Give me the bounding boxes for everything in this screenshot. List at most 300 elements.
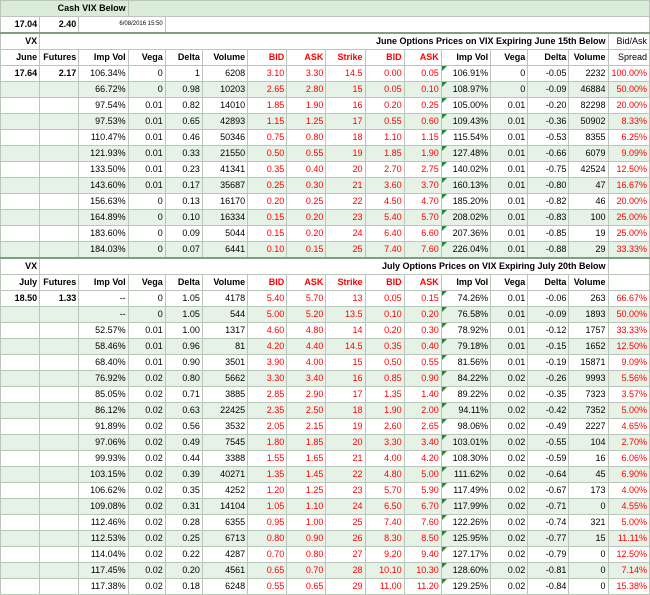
june-option-row[interactable] xyxy=(1,242,650,259)
june-cell[interactable]: 0 xyxy=(128,82,165,98)
july-cell[interactable]: 127.17% xyxy=(441,547,490,563)
july-cell[interactable]: 544 xyxy=(202,307,247,323)
june-cell[interactable]: 0.75 xyxy=(248,130,287,146)
july-cell[interactable]: 28 xyxy=(326,563,365,579)
july-cell[interactable]: 9.20 xyxy=(365,547,404,563)
july-cell[interactable]: 3.90 xyxy=(248,355,287,371)
june-option-row[interactable] xyxy=(1,162,650,178)
july-cell[interactable]: 1.10 xyxy=(287,499,326,515)
june-cell[interactable]: 0.01 xyxy=(491,194,528,210)
july-cell[interactable]: 1652 xyxy=(569,339,608,355)
july-cell[interactable]: -0.79 xyxy=(528,547,569,563)
july-cell[interactable]: 0.02 xyxy=(128,515,165,531)
july-cell[interactable]: 14104 xyxy=(202,499,247,515)
june-cell[interactable]: 106.34% xyxy=(79,66,128,82)
july-cell[interactable]: 3388 xyxy=(202,451,247,467)
july-cell[interactable]: 0.02 xyxy=(491,467,528,483)
july-cell[interactable]: 0.02 xyxy=(128,435,165,451)
july-cell[interactable]: 97.06% xyxy=(79,435,128,451)
june-cell[interactable]: 0.10 xyxy=(248,242,287,259)
june-cell[interactable]: 50346 xyxy=(202,130,247,146)
july-cell[interactable]: 104 xyxy=(569,435,608,451)
july-cell[interactable]: 4287 xyxy=(202,547,247,563)
june-cell[interactable]: 19 xyxy=(569,226,608,242)
june-cell[interactable]: 25.00% xyxy=(608,226,649,242)
july-cell[interactable]: 1.05 xyxy=(165,307,202,323)
june-cell[interactable]: 183.60% xyxy=(79,226,128,242)
june-cell[interactable]: 6.25% xyxy=(608,130,649,146)
june-cell[interactable]: 0.40 xyxy=(287,162,326,178)
july-cell[interactable]: 13 xyxy=(326,291,365,307)
june-cell[interactable]: 16 xyxy=(326,98,365,114)
june-cell[interactable]: -0.05 xyxy=(528,66,569,82)
july-cell[interactable]: 7.40 xyxy=(365,515,404,531)
july-cell[interactable]: 3.40 xyxy=(404,435,441,451)
july-cell[interactable]: 2.50 xyxy=(287,403,326,419)
june-cell[interactable]: 33.33% xyxy=(608,242,649,259)
july-cell[interactable]: 263 xyxy=(569,291,608,307)
july-cell[interactable]: 0.90 xyxy=(287,531,326,547)
june-cell[interactable]: 0 xyxy=(128,66,165,82)
july-cell[interactable]: 3501 xyxy=(202,355,247,371)
july-cell[interactable]: 0.02 xyxy=(491,579,528,595)
july-cell[interactable]: 21 xyxy=(326,451,365,467)
june-cell[interactable]: 0.01 xyxy=(491,146,528,162)
july-cell[interactable]: 0.02 xyxy=(128,483,165,499)
june-cell[interactable]: 0.01 xyxy=(491,162,528,178)
june-option-row[interactable] xyxy=(1,66,650,82)
july-cell[interactable]: -0.84 xyxy=(528,579,569,595)
june-cell[interactable]: 121.93% xyxy=(79,146,128,162)
june-cell[interactable]: 1.90 xyxy=(404,146,441,162)
july-cell[interactable]: -0.09 xyxy=(528,307,569,323)
july-cell[interactable]: 0.02 xyxy=(128,579,165,595)
july-cell[interactable]: 0.22 xyxy=(165,547,202,563)
june-cell[interactable]: 0 xyxy=(128,242,165,259)
july-cell[interactable]: 76.58% xyxy=(441,307,490,323)
july-cell[interactable]: 0.35 xyxy=(165,483,202,499)
july-cell[interactable]: 0.55 xyxy=(404,355,441,371)
july-cell[interactable]: 0 xyxy=(128,291,165,307)
july-cell[interactable]: 0.01 xyxy=(491,323,528,339)
july-cell[interactable]: 5.70 xyxy=(365,483,404,499)
july-cell[interactable]: 3.30 xyxy=(248,371,287,387)
july-cell[interactable]: 128.60% xyxy=(441,563,490,579)
july-cell[interactable]: 0.18 xyxy=(165,579,202,595)
july-cell[interactable]: 2227 xyxy=(569,419,608,435)
july-cell[interactable]: 3.30 xyxy=(365,435,404,451)
july-cell[interactable]: 0.39 xyxy=(165,467,202,483)
july-cell[interactable]: 8.50 xyxy=(404,531,441,547)
july-cell[interactable]: 0.20 xyxy=(365,323,404,339)
july-cell[interactable]: 0.80 xyxy=(248,531,287,547)
july-cell[interactable]: 0 xyxy=(569,499,608,515)
july-cell[interactable]: 3.40 xyxy=(287,371,326,387)
july-cell[interactable]: 12.50% xyxy=(608,339,649,355)
july-option-row[interactable] xyxy=(1,307,650,323)
june-cell[interactable]: 41341 xyxy=(202,162,247,178)
june-option-row[interactable] xyxy=(1,146,650,162)
june-cell[interactable]: 0.01 xyxy=(491,242,528,259)
june-cell[interactable]: 2.70 xyxy=(365,162,404,178)
june-cell[interactable]: 1.15 xyxy=(248,114,287,130)
july-cell[interactable]: 0.01 xyxy=(491,307,528,323)
july-cell[interactable]: 0.65 xyxy=(248,563,287,579)
june-cell[interactable]: 0.80 xyxy=(287,130,326,146)
june-cell[interactable]: 82298 xyxy=(569,98,608,114)
july-cell[interactable]: 89.22% xyxy=(441,387,490,403)
july-cell[interactable]: 1.85 xyxy=(287,435,326,451)
june-cell[interactable]: -0.53 xyxy=(528,130,569,146)
july-cell[interactable]: 0.01 xyxy=(128,323,165,339)
july-cell[interactable]: 9.09% xyxy=(608,355,649,371)
june-cell[interactable]: 6079 xyxy=(569,146,608,162)
july-cell[interactable]: 5.40 xyxy=(248,291,287,307)
july-cell[interactable]: 5.00 xyxy=(404,467,441,483)
june-cell[interactable]: 25 xyxy=(326,242,365,259)
july-cell[interactable]: 9.40 xyxy=(404,547,441,563)
june-cell[interactable]: 0.15 xyxy=(248,226,287,242)
july-cell[interactable]: 0.02 xyxy=(491,499,528,515)
june-cell[interactable]: 0 xyxy=(128,210,165,226)
june-cell[interactable]: 0.01 xyxy=(128,114,165,130)
july-cell[interactable]: 0 xyxy=(569,547,608,563)
july-cell[interactable]: 0.96 xyxy=(165,339,202,355)
june-cell[interactable]: -0.09 xyxy=(528,82,569,98)
july-cell[interactable]: 103.01% xyxy=(441,435,490,451)
july-cell[interactable]: 4.60 xyxy=(248,323,287,339)
june-cell[interactable]: 22 xyxy=(326,194,365,210)
june-cell[interactable]: 0.25 xyxy=(404,98,441,114)
june-cell[interactable]: 8.33% xyxy=(608,114,649,130)
june-cell[interactable]: 0.50 xyxy=(248,146,287,162)
june-cell[interactable]: 0 xyxy=(491,82,528,98)
july-option-row[interactable] xyxy=(1,483,650,499)
july-cell[interactable]: 1.35 xyxy=(365,387,404,403)
june-cell[interactable]: 184.03% xyxy=(79,242,128,259)
july-cell[interactable]: 2.90 xyxy=(287,387,326,403)
july-cell[interactable]: 0.50 xyxy=(365,355,404,371)
june-cell[interactable]: 1.10 xyxy=(365,130,404,146)
july-cell[interactable]: 0.02 xyxy=(491,547,528,563)
july-cell[interactable]: 8.30 xyxy=(365,531,404,547)
july-cell[interactable]: -- xyxy=(79,291,128,307)
july-option-row[interactable] xyxy=(1,531,650,547)
june-cell[interactable]: 66.72% xyxy=(79,82,128,98)
july-cell[interactable]: 16 xyxy=(569,451,608,467)
july-cell[interactable]: 66.67% xyxy=(608,291,649,307)
july-cell[interactable]: 0.25 xyxy=(165,531,202,547)
july-option-row[interactable] xyxy=(1,499,650,515)
july-cell[interactable]: 2.35 xyxy=(248,403,287,419)
july-cell[interactable]: 173 xyxy=(569,483,608,499)
june-cell[interactable]: 1.85 xyxy=(248,98,287,114)
june-cell[interactable]: 100 xyxy=(569,210,608,226)
july-cell[interactable]: 74.26% xyxy=(441,291,490,307)
june-cell[interactable]: 0.01 xyxy=(491,114,528,130)
july-cell[interactable]: 4.20 xyxy=(248,339,287,355)
june-cell[interactable]: 6.40 xyxy=(365,226,404,242)
july-cell[interactable]: 84.22% xyxy=(441,371,490,387)
june-cell[interactable]: 46884 xyxy=(569,82,608,98)
july-cell[interactable]: 1.65 xyxy=(287,451,326,467)
july-cell[interactable]: 103.15% xyxy=(79,467,128,483)
july-cell[interactable]: 19 xyxy=(326,419,365,435)
july-cell[interactable]: 85.05% xyxy=(79,387,128,403)
june-cell[interactable]: 8355 xyxy=(569,130,608,146)
july-cell[interactable]: 52.57% xyxy=(79,323,128,339)
july-cell[interactable]: 0.95 xyxy=(248,515,287,531)
july-cell[interactable]: 14 xyxy=(326,323,365,339)
june-cell[interactable]: 21 xyxy=(326,178,365,194)
june-option-row[interactable] xyxy=(1,130,650,146)
july-cell[interactable]: 58.46% xyxy=(79,339,128,355)
july-cell[interactable]: 10.30 xyxy=(404,563,441,579)
july-option-row[interactable] xyxy=(1,355,650,371)
july-cell[interactable]: 27 xyxy=(326,547,365,563)
june-cell[interactable]: 50902 xyxy=(569,114,608,130)
june-cell[interactable]: 105.00% xyxy=(441,98,490,114)
july-cell[interactable]: 109.08% xyxy=(79,499,128,515)
july-cell[interactable]: 0.49 xyxy=(165,435,202,451)
june-cell[interactable]: 21550 xyxy=(202,146,247,162)
july-cell[interactable]: 0.71 xyxy=(165,387,202,403)
july-cell[interactable]: 0.02 xyxy=(491,403,528,419)
july-option-row[interactable] xyxy=(1,563,650,579)
june-cell[interactable]: 0.01 xyxy=(128,162,165,178)
june-cell[interactable]: 0.46 xyxy=(165,130,202,146)
june-cell[interactable]: 2232 xyxy=(569,66,608,82)
july-cell[interactable]: 0.02 xyxy=(128,467,165,483)
july-cell[interactable]: 0.70 xyxy=(287,563,326,579)
june-cell[interactable]: 0 xyxy=(128,194,165,210)
july-cell[interactable]: 45 xyxy=(569,467,608,483)
july-cell[interactable]: -0.42 xyxy=(528,403,569,419)
june-cell[interactable]: 133.50% xyxy=(79,162,128,178)
july-option-row[interactable] xyxy=(1,371,650,387)
june-cell[interactable]: 0.01 xyxy=(491,210,528,226)
july-cell[interactable]: -0.35 xyxy=(528,387,569,403)
july-cell[interactable]: 4.00 xyxy=(287,355,326,371)
july-cell[interactable]: 25 xyxy=(326,515,365,531)
july-cell[interactable]: 6713 xyxy=(202,531,247,547)
june-cell[interactable]: 143.60% xyxy=(79,178,128,194)
july-cell[interactable]: 2.70% xyxy=(608,435,649,451)
july-cell[interactable]: 321 xyxy=(569,515,608,531)
july-cell[interactable]: 5.56% xyxy=(608,371,649,387)
july-cell[interactable]: -0.59 xyxy=(528,451,569,467)
june-cell[interactable]: 0.82 xyxy=(165,98,202,114)
july-cell[interactable]: 6.70 xyxy=(404,499,441,515)
june-cell[interactable]: 208.02% xyxy=(441,210,490,226)
july-cell[interactable]: 5.00 xyxy=(248,307,287,323)
june-cell[interactable]: 0.17 xyxy=(165,178,202,194)
june-cell[interactable]: 16.67% xyxy=(608,178,649,194)
july-cell[interactable]: 0.02 xyxy=(128,499,165,515)
june-cell[interactable]: 0.20 xyxy=(287,210,326,226)
june-cell[interactable]: 16170 xyxy=(202,194,247,210)
july-cell[interactable]: -- xyxy=(79,307,128,323)
july-cell[interactable]: 2.85 xyxy=(248,387,287,403)
june-cell[interactable]: 140.02% xyxy=(441,162,490,178)
july-cell[interactable]: 79.18% xyxy=(441,339,490,355)
june-cell[interactable]: 4.70 xyxy=(404,194,441,210)
june-cell[interactable]: 97.53% xyxy=(79,114,128,130)
july-cell[interactable]: 117.38% xyxy=(79,579,128,595)
june-cell[interactable]: 3.30 xyxy=(287,66,326,82)
june-cell[interactable]: 160.13% xyxy=(441,178,490,194)
june-cell[interactable]: 127.48% xyxy=(441,146,490,162)
july-cell[interactable]: -0.15 xyxy=(528,339,569,355)
june-cell[interactable]: 0.01 xyxy=(491,98,528,114)
july-cell[interactable]: 50.00% xyxy=(608,307,649,323)
june-cell[interactable]: 3.10 xyxy=(248,66,287,82)
june-cell[interactable]: 35687 xyxy=(202,178,247,194)
july-cell[interactable]: 0.05 xyxy=(365,291,404,307)
june-cell[interactable]: 0.01 xyxy=(491,130,528,146)
june-cell[interactable]: 1 xyxy=(165,66,202,82)
july-cell[interactable]: 0.02 xyxy=(128,419,165,435)
june-cell[interactable]: 17 xyxy=(326,114,365,130)
july-cell[interactable]: 14.5 xyxy=(326,339,365,355)
july-cell[interactable]: 15 xyxy=(326,355,365,371)
june-cell[interactable]: 0.01 xyxy=(491,178,528,194)
june-cell[interactable]: 0.25 xyxy=(287,194,326,210)
june-cell[interactable]: 6441 xyxy=(202,242,247,259)
july-cell[interactable]: 0.02 xyxy=(128,403,165,419)
july-cell[interactable]: 4.00% xyxy=(608,483,649,499)
june-cell[interactable]: -0.36 xyxy=(528,114,569,130)
june-cell[interactable]: 3.60 xyxy=(365,178,404,194)
july-cell[interactable]: 40271 xyxy=(202,467,247,483)
july-cell[interactable]: 23 xyxy=(326,483,365,499)
july-cell[interactable]: 7323 xyxy=(569,387,608,403)
june-cell[interactable]: 5.40 xyxy=(365,210,404,226)
june-cell[interactable]: 1.25 xyxy=(287,114,326,130)
july-cell[interactable]: 0.02 xyxy=(491,419,528,435)
june-cell[interactable]: 97.54% xyxy=(79,98,128,114)
july-cell[interactable]: 0.35 xyxy=(365,339,404,355)
july-cell[interactable]: 9993 xyxy=(569,371,608,387)
july-cell[interactable]: 4.80 xyxy=(287,323,326,339)
june-cell[interactable]: 20.00% xyxy=(608,98,649,114)
july-cell[interactable]: 4.55% xyxy=(608,499,649,515)
july-cell[interactable]: 111.62% xyxy=(441,467,490,483)
july-cell[interactable]: 0.02 xyxy=(491,563,528,579)
june-cell[interactable]: 29 xyxy=(569,242,608,259)
july-cell[interactable]: 0.80 xyxy=(165,371,202,387)
july-cell[interactable]: 22 xyxy=(326,467,365,483)
june-cell[interactable]: 15 xyxy=(326,82,365,98)
june-cell[interactable]: 19 xyxy=(326,146,365,162)
july-cell[interactable]: 7.14% xyxy=(608,563,649,579)
cash-vix-secondary[interactable]: 2.40 xyxy=(40,17,79,34)
july-cell[interactable]: 0.70 xyxy=(248,547,287,563)
july-cell[interactable]: 1.05 xyxy=(165,291,202,307)
july-cell[interactable]: 29 xyxy=(326,579,365,595)
july-option-row[interactable] xyxy=(1,339,650,355)
july-cell[interactable]: 18 xyxy=(326,403,365,419)
june-cell[interactable]: 108.97% xyxy=(441,82,490,98)
july-cell[interactable]: 0.65 xyxy=(287,579,326,595)
july-cell[interactable]: 7.60 xyxy=(404,515,441,531)
june-cell[interactable]: 46 xyxy=(569,194,608,210)
july-cell[interactable]: 0.90 xyxy=(165,355,202,371)
june-cell[interactable]: 47 xyxy=(569,178,608,194)
july-cell[interactable]: 1.05 xyxy=(248,499,287,515)
july-cell[interactable]: -0.74 xyxy=(528,515,569,531)
june-option-row[interactable] xyxy=(1,98,650,114)
july-cell[interactable]: 106.62% xyxy=(79,483,128,499)
july-cell[interactable]: 11.11% xyxy=(608,531,649,547)
july-cell[interactable]: 0.80 xyxy=(287,547,326,563)
june-cell[interactable]: 1.85 xyxy=(365,146,404,162)
june-cell[interactable]: 156.63% xyxy=(79,194,128,210)
june-cell[interactable]: 0.65 xyxy=(165,114,202,130)
june-cell[interactable]: 12.50% xyxy=(608,162,649,178)
july-cell[interactable]: 4252 xyxy=(202,483,247,499)
july-cell[interactable]: -0.81 xyxy=(528,563,569,579)
july-cell[interactable]: 11.20 xyxy=(404,579,441,595)
july-option-row[interactable] xyxy=(1,403,650,419)
june-cell[interactable]: 0 xyxy=(491,66,528,82)
june-cell[interactable]: 0.10 xyxy=(404,82,441,98)
june-cell[interactable]: 0.25 xyxy=(248,178,287,194)
july-cell[interactable]: 0.31 xyxy=(165,499,202,515)
july-option-row[interactable] xyxy=(1,435,650,451)
june-cell[interactable]: 42524 xyxy=(569,162,608,178)
june-cell[interactable]: 24 xyxy=(326,226,365,242)
june-cell[interactable]: 14.5 xyxy=(326,66,365,82)
june-cell[interactable]: 1.15 xyxy=(404,130,441,146)
june-cell[interactable]: -0.20 xyxy=(528,98,569,114)
june-cell[interactable]: 0 xyxy=(128,226,165,242)
june-cell[interactable]: 100.00% xyxy=(608,66,649,82)
july-cell[interactable]: 2.05 xyxy=(248,419,287,435)
june-cell[interactable]: 9.09% xyxy=(608,146,649,162)
july-cell[interactable]: 0.55 xyxy=(248,579,287,595)
july-cell[interactable]: 0 xyxy=(569,563,608,579)
july-cell[interactable]: 6.90% xyxy=(608,467,649,483)
july-cell[interactable]: 17 xyxy=(326,387,365,403)
june-cell[interactable]: -0.88 xyxy=(528,242,569,259)
july-cell[interactable]: 0.56 xyxy=(165,419,202,435)
june-cell[interactable]: 0.30 xyxy=(287,178,326,194)
june-cell[interactable]: -0.83 xyxy=(528,210,569,226)
july-cell[interactable]: 6.50 xyxy=(365,499,404,515)
june-cell[interactable]: 0.13 xyxy=(165,194,202,210)
june-cell[interactable]: 14010 xyxy=(202,98,247,114)
july-cell[interactable]: 13.5 xyxy=(326,307,365,323)
july-cell[interactable]: 16 xyxy=(326,371,365,387)
july-cell[interactable]: 0.01 xyxy=(491,355,528,371)
july-cell[interactable]: 91.89% xyxy=(79,419,128,435)
june-cell[interactable]: 185.20% xyxy=(441,194,490,210)
july-cell[interactable]: 3.57% xyxy=(608,387,649,403)
july-cell[interactable]: 1.25 xyxy=(287,483,326,499)
july-option-row[interactable] xyxy=(1,547,650,563)
june-cell[interactable]: 0.01 xyxy=(491,226,528,242)
july-cell[interactable]: 76.92% xyxy=(79,371,128,387)
july-cell[interactable]: 68.40% xyxy=(79,355,128,371)
july-cell[interactable]: 15871 xyxy=(569,355,608,371)
june-cell[interactable]: 106.91% xyxy=(441,66,490,82)
june-cell[interactable]: 20.00% xyxy=(608,194,649,210)
july-cell[interactable]: -0.06 xyxy=(528,291,569,307)
july-cell[interactable]: 4.20 xyxy=(404,451,441,467)
july-cell[interactable]: 1.55 xyxy=(248,451,287,467)
june-cell[interactable]: -0.75 xyxy=(528,162,569,178)
